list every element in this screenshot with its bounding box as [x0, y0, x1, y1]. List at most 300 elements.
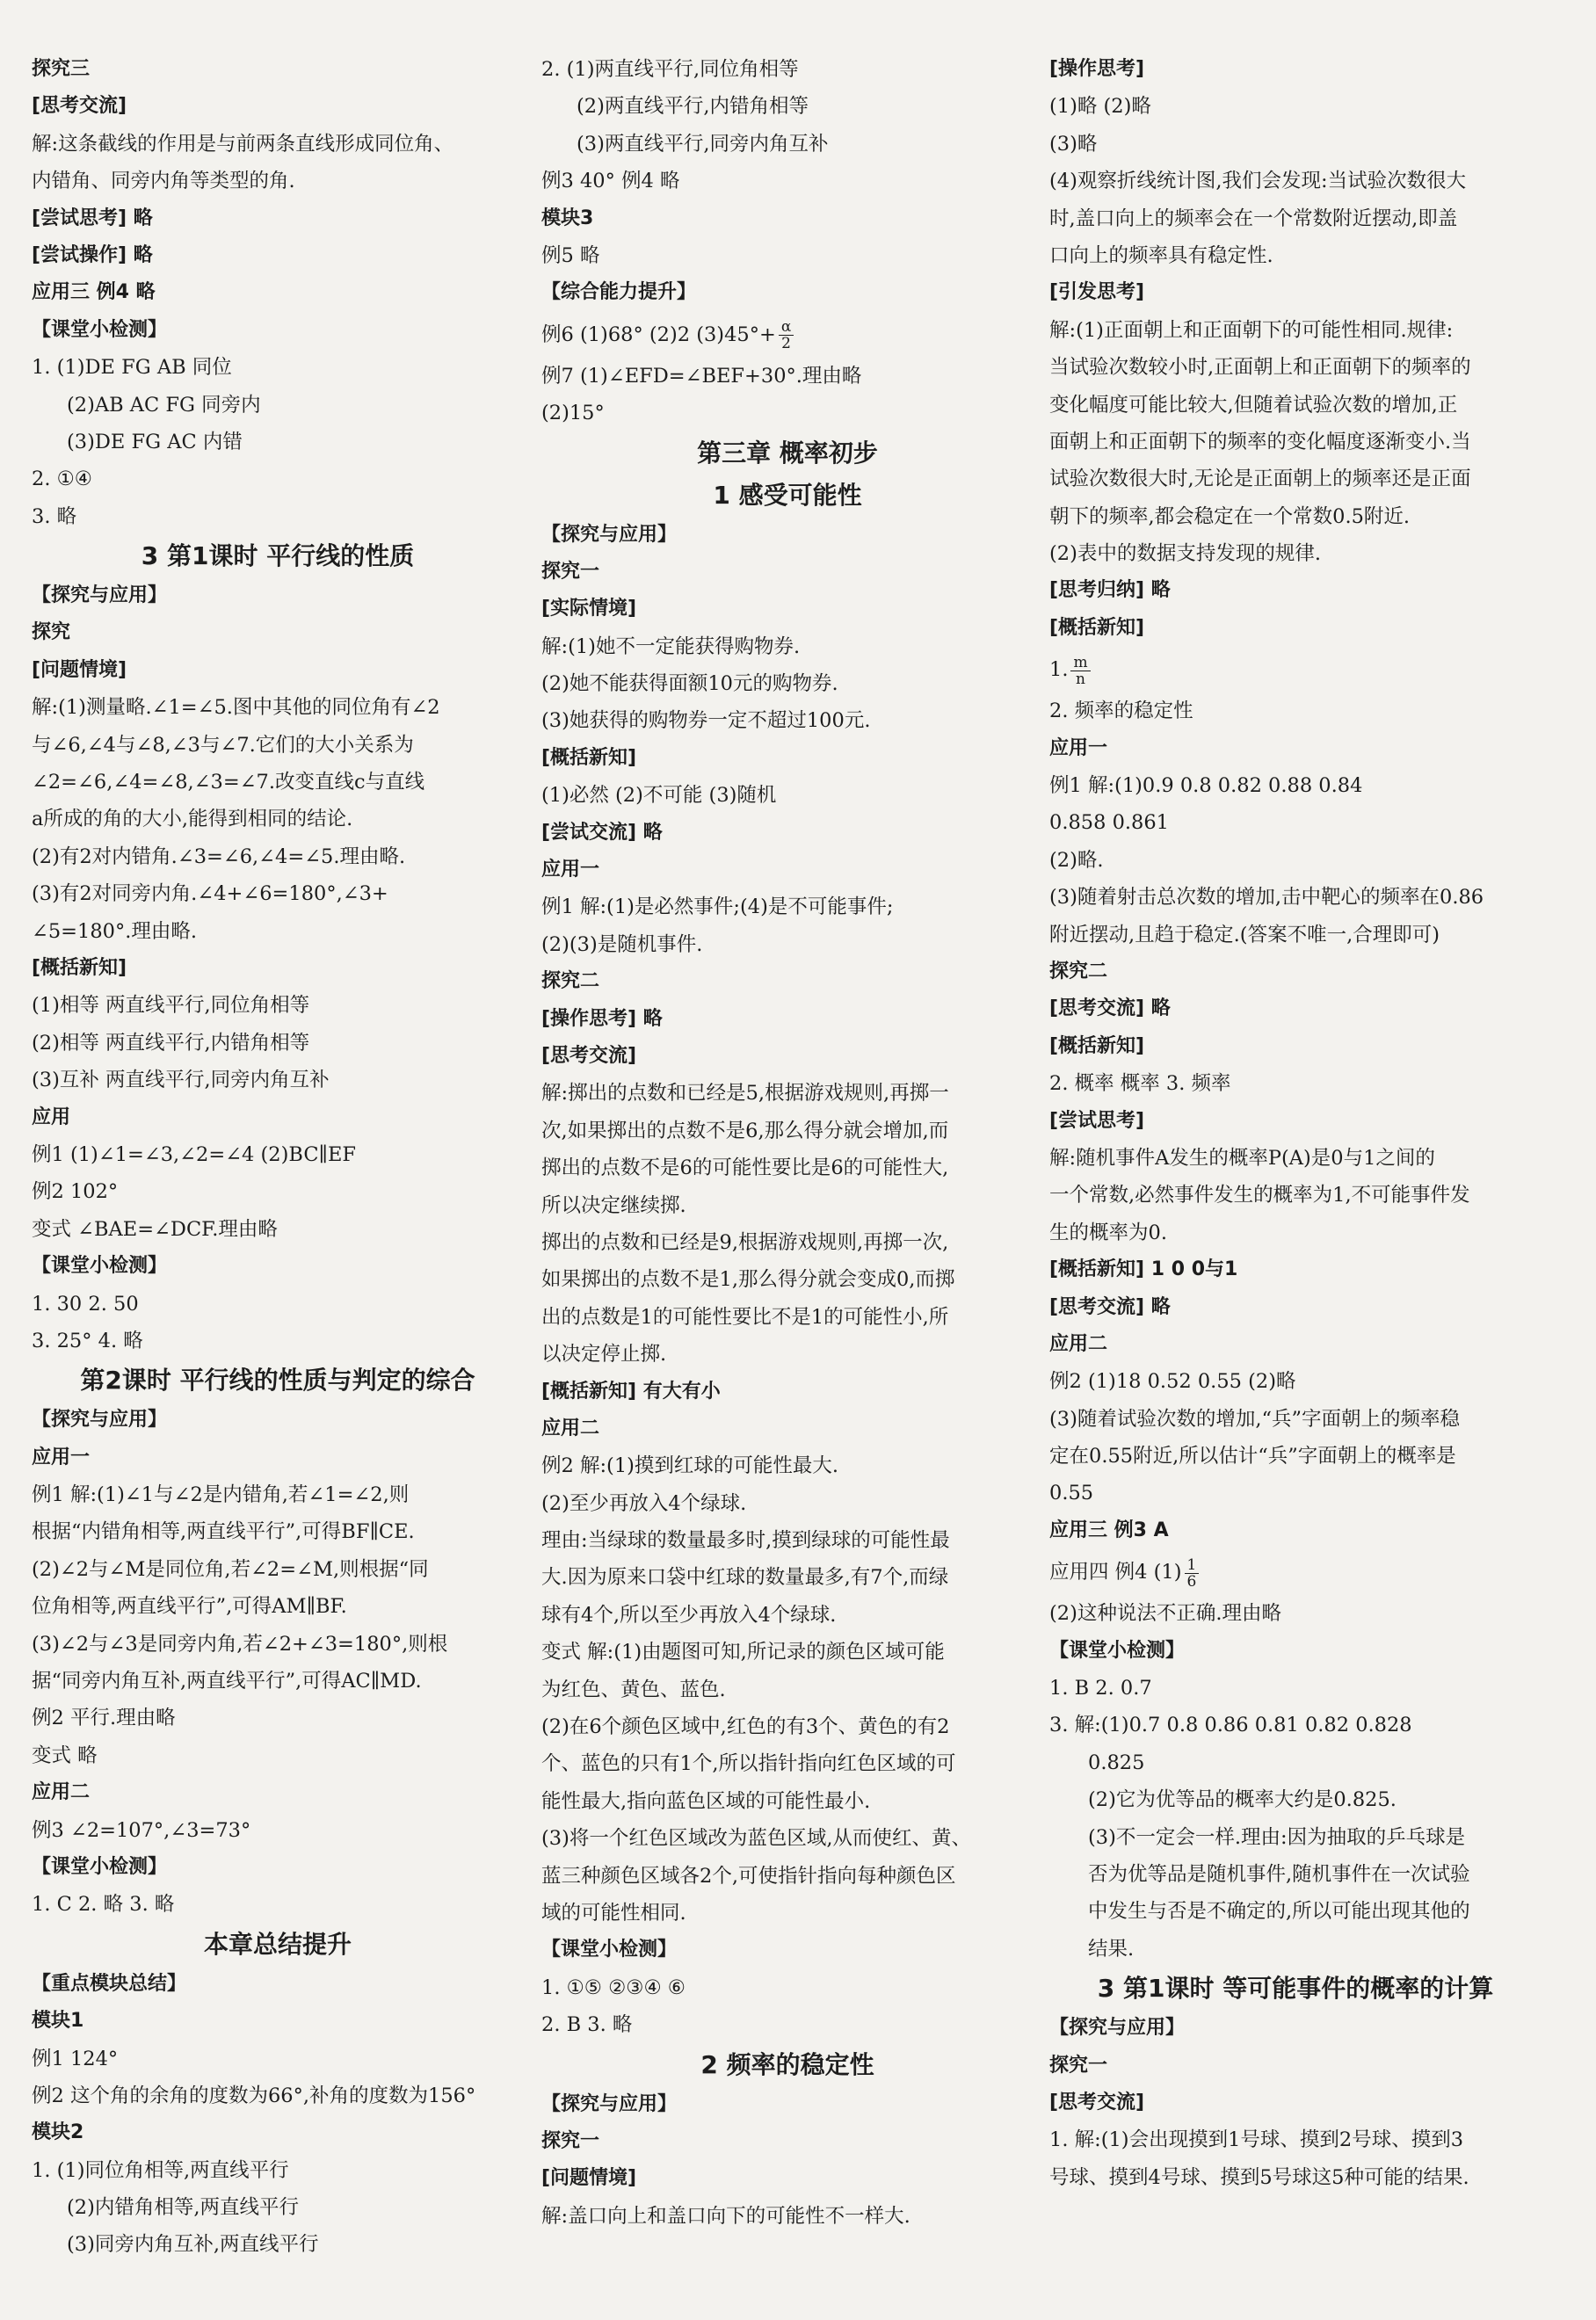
label-line — [1049, 2048, 1542, 2084]
line-text: [概括新知] — [32, 956, 127, 979]
label-line — [32, 1439, 524, 1476]
text-line — [541, 126, 1034, 163]
line-text: (3)将一个红色区域改为蓝色区域,从而使红、黄、 — [541, 1827, 972, 1851]
line-text: (1)相等 两直线平行,同位角相等 — [32, 994, 310, 1018]
text-line — [541, 2198, 1034, 2235]
section-heading — [541, 2044, 1034, 2086]
line-text: 【探究与应用】 — [32, 584, 168, 607]
line-text: 2. 频率的稳定性 — [1049, 700, 1193, 723]
line-text: [尝试思考] 略 — [32, 207, 153, 229]
text-line — [541, 1113, 1034, 1149]
text-line — [1049, 387, 1542, 424]
line-text: (3)有2对同旁内角.∠4+∠6=180°,∠3+ — [32, 882, 388, 906]
line-text: 【课堂小检测】 — [32, 1255, 168, 1278]
text-line — [541, 1224, 1034, 1261]
text-line — [1049, 163, 1542, 199]
text-line — [1049, 1549, 1542, 1595]
text-line — [541, 1671, 1034, 1708]
text-line — [541, 1559, 1034, 1596]
text-line — [32, 1286, 524, 1323]
line-text: (2)15° — [541, 402, 605, 425]
line-text: 应用二 — [32, 1781, 91, 1804]
text-line — [32, 1700, 524, 1736]
text-line — [541, 777, 1034, 814]
column-left — [32, 51, 524, 2264]
line-text: 应用 — [32, 1106, 71, 1128]
line-text: 个、蓝色的只有1个,所以指针指向红色区域的可 — [541, 1752, 956, 1776]
line-text: 解:(1)测量略.∠1=∠5.图中其他的同位角有∠2 — [32, 696, 440, 720]
line-text: 例2 这个角的余角的度数为66°,补角的度数为156° — [32, 2084, 476, 2107]
line-text: ∠5=180°.理由略. — [32, 919, 198, 943]
line-text: 例2 (1)18 0.52 0.55 (2)略 — [1049, 1370, 1296, 1394]
line-text: 探究一 — [541, 2129, 600, 2152]
text-line — [541, 665, 1034, 702]
line-text: 应用二 — [541, 1417, 600, 1439]
text-line — [1049, 460, 1542, 497]
line-text: ∠2=∠6,∠4=∠8,∠3=∠7.改变直线c与直线 — [32, 771, 425, 794]
text-line — [541, 1485, 1034, 1522]
label-line — [541, 1410, 1034, 1447]
line-text: 球有4个,所以至少再放入4个绿球. — [541, 1603, 837, 1627]
line-text: [尝试思考] — [1049, 1109, 1145, 1132]
text-line — [32, 460, 524, 497]
line-text: 附近摆动,且趋于稳定.(答案不唯一,合理即可) — [1049, 923, 1440, 946]
text-line — [32, 1476, 524, 1513]
line-text: 次,如果掷出的点数不是6,那么得分就会增加,而 — [541, 1119, 949, 1142]
line-text: 【探究与应用】 — [32, 1409, 168, 1432]
label-line — [32, 1248, 524, 1285]
text-line — [32, 1551, 524, 1588]
label-line — [32, 2003, 524, 2040]
line-text: (3)不一定会一样.理由:因为抽取的乒乓球是 — [1088, 1825, 1466, 1849]
line-text: [操作思考] 略 — [541, 1007, 663, 1030]
line-text: (2)(3)是随机事件. — [541, 932, 703, 956]
line-text: [思考交流] — [32, 95, 127, 118]
line-text: 解:(1)正面朝上和正面朝下的可能性相同.规律: — [1049, 318, 1454, 342]
line-text: 为红色、黄色、蓝色. — [541, 1678, 726, 1701]
line-text: 应用二 — [1049, 1332, 1108, 1355]
line-text: (3)两直线平行,同旁内角互补 — [577, 132, 829, 156]
text-line — [32, 764, 524, 801]
label-line — [541, 591, 1034, 627]
label-line — [541, 963, 1034, 1000]
section-heading — [32, 535, 524, 577]
line-text: 根据“内错角相等,两直线平行”,可得BF∥CE. — [32, 1520, 415, 1544]
line-text: (2)AB AC FG 同旁内 — [67, 393, 261, 417]
line-text: 所以决定继续掷. — [541, 1193, 686, 1217]
label-line — [1049, 2010, 1542, 2047]
line-text: (2)至少再放入4个绿球. — [541, 1491, 747, 1515]
label-line — [541, 517, 1034, 554]
text-line — [1049, 767, 1542, 804]
line-text: (3)互补 两直线平行,同旁内角互补 — [32, 1069, 330, 1092]
text-line — [541, 51, 1034, 88]
text-line — [541, 237, 1034, 274]
line-text: [概括新知] 有大有小 — [541, 1380, 721, 1403]
text-line — [32, 1663, 524, 1700]
line-text: 例1 解:(1)∠1与∠2是内错角,若∠1=∠2,则 — [32, 1483, 410, 1507]
line-text: 定在0.55附近,所以估计“兵”字面朝上的概率是 — [1049, 1445, 1456, 1468]
label-line — [32, 88, 524, 125]
line-text: 探究二 — [541, 970, 600, 993]
text-line — [32, 2189, 524, 2226]
text-line — [541, 1708, 1034, 1745]
line-text: 1. (1)DE FG AB 同位 — [32, 356, 232, 380]
column-right — [1049, 51, 1542, 2196]
line-text: 应用一 — [541, 859, 600, 881]
line-text: 朝下的频率,都会稳定在一个常数0.5附近. — [1049, 504, 1411, 528]
line-text: 例3 ∠2=107°,∠3=73° — [32, 1818, 251, 1842]
line-text: (2)这种说法不正确.理由略 — [1049, 1602, 1282, 1626]
line-text: [实际情境] — [541, 598, 637, 620]
text-line — [32, 1211, 524, 1248]
text-line — [32, 126, 524, 163]
text-line — [541, 1745, 1034, 1782]
text-line — [32, 1025, 524, 1062]
line-text: 2. (1)两直线平行,同位角相等 — [541, 58, 799, 81]
line-text: [概括新知] — [1049, 616, 1145, 639]
line-text: 【课堂小检测】 — [541, 1939, 678, 1961]
text-line — [1049, 1781, 1542, 1818]
text-line — [1049, 1177, 1542, 1214]
text-line — [32, 1062, 524, 1098]
line-text: 大.因为原来口袋中红球的数量最多,有7个,而绿 — [541, 1566, 949, 1590]
line-text: [尝试操作] 略 — [32, 243, 153, 266]
label-line — [32, 1966, 524, 2003]
section-heading — [541, 432, 1034, 475]
text-line — [1049, 1140, 1542, 1177]
line-text: 号球、摸到4号球、摸到5号球这5种可能的结果. — [1049, 2165, 1469, 2189]
text-line — [32, 1588, 524, 1625]
line-text: 例2 平行.理由略 — [32, 1707, 176, 1730]
text-line — [32, 2041, 524, 2077]
line-text: 3. 略 — [32, 504, 77, 528]
line-text: 以决定停止掷. — [541, 1343, 667, 1367]
label-line — [32, 1849, 524, 1886]
text-line — [32, 875, 524, 912]
text-line — [1049, 804, 1542, 841]
fraction — [779, 319, 794, 352]
line-text: 口向上的频率具有稳定性. — [1049, 243, 1273, 267]
line-text: (3)随着射击总次数的增加,击中靶心的频率在0.86 — [1049, 886, 1484, 910]
line-text: 模块1 — [32, 2010, 84, 2033]
text-line — [1049, 126, 1542, 163]
line-text: [问题情境] — [541, 2167, 637, 2190]
text-line — [541, 1075, 1034, 1112]
text-line — [541, 1149, 1034, 1186]
label-line — [1049, 1326, 1542, 1363]
text-line — [1049, 498, 1542, 535]
line-text: 应用一 — [1049, 736, 1108, 759]
line-text: [引发思考] — [1049, 281, 1145, 304]
line-text: 例5 略 — [541, 243, 600, 267]
label-line — [541, 1038, 1034, 1075]
text-line — [1049, 1931, 1542, 1968]
text-line — [1049, 312, 1542, 349]
line-text: 【探究与应用】 — [541, 523, 678, 546]
line-text: 面朝上和正面朝下的频率的变化幅度逐渐变小.当 — [1049, 430, 1471, 453]
line-text: 1. — [1049, 658, 1069, 682]
line-text: (4)观察折线统计图,我们会发现:当试验次数很大 — [1049, 170, 1467, 193]
label-line — [541, 274, 1034, 311]
line-text: 解:(1)她不一定能获得购物券. — [541, 634, 801, 658]
line-text: 出的点数是1的可能性要比不是1的可能性小,所 — [541, 1305, 949, 1329]
line-text: 变式 ∠BAE=∠DCF.理由略 — [32, 1217, 278, 1241]
text-line — [541, 1336, 1034, 1373]
label-line — [32, 652, 524, 689]
text-line — [1049, 1744, 1542, 1781]
line-text: 一个常数,必然事件发生的概率为1,不可能事件发 — [1049, 1184, 1470, 1207]
line-text: [概括新知] — [1049, 1034, 1145, 1057]
text-line — [541, 1522, 1034, 1559]
label-line — [32, 1099, 524, 1136]
line-text: 结果. — [1088, 1937, 1135, 1961]
text-line — [1049, 535, 1542, 572]
text-line — [541, 163, 1034, 199]
text-line — [541, 1858, 1034, 1895]
line-text: (2)两直线平行,内错角相等 — [577, 95, 809, 119]
line-text: 2 频率的稳定性 — [700, 2049, 874, 2079]
line-text: 变式 略 — [32, 1744, 98, 1767]
line-text: (2)略. — [1049, 848, 1104, 872]
text-line — [32, 498, 524, 535]
line-text: 探究 — [32, 621, 71, 644]
text-line — [1049, 349, 1542, 386]
line-text: 模块3 — [541, 207, 594, 229]
text-line — [32, 1323, 524, 1359]
line-text: 3. 25° 4. 略 — [32, 1329, 143, 1352]
label-line — [1049, 1289, 1542, 1326]
label-line — [32, 577, 524, 614]
text-line — [541, 1969, 1034, 2006]
label-line — [32, 51, 524, 88]
text-line — [32, 1173, 524, 1210]
label-line — [32, 614, 524, 651]
line-text: 与∠6,∠4与∠8,∠3与∠7.它们的大小关系为 — [32, 733, 414, 757]
text-line — [1049, 917, 1542, 953]
text-line — [1049, 1438, 1542, 1475]
line-text: 本章总结提升 — [203, 1929, 352, 1959]
text-line — [541, 628, 1034, 665]
line-text: 如果掷出的点数不是1,那么得分就会变成0,而掷 — [541, 1268, 955, 1292]
label-line — [541, 815, 1034, 852]
line-text: 应用一 — [32, 1446, 91, 1468]
text-line — [1049, 842, 1542, 879]
text-line — [32, 1136, 524, 1173]
line-text: 【探究与应用】 — [541, 2092, 678, 2115]
section-heading — [32, 1359, 524, 1402]
line-text: (2)有2对内错角.∠3=∠6,∠4=∠5.理由略. — [32, 845, 406, 868]
line-text: 否为优等品是随机事件,随机事件在一次试验 — [1088, 1862, 1470, 1886]
section-heading — [541, 475, 1034, 517]
text-line — [32, 1812, 524, 1849]
column-middle — [541, 51, 1034, 2235]
label-line — [32, 200, 524, 237]
text-line — [541, 702, 1034, 739]
line-text: 1. (1)同位角相等,两直线平行 — [32, 2158, 289, 2182]
text-line — [541, 1261, 1034, 1298]
line-text: 【课堂小检测】 — [32, 1855, 168, 1878]
line-text: 例1 解:(1)0.9 0.8 0.82 0.88 0.84 — [1049, 774, 1363, 798]
text-line — [1049, 2159, 1542, 2196]
line-text: 0.825 — [1088, 1751, 1145, 1774]
line-text: 例2 102° — [32, 1180, 119, 1204]
line-text: (3)她获得的购物券一定不超过100元. — [541, 709, 871, 733]
label-line — [1049, 1633, 1542, 1670]
line-text: 例7 (1)∠EFD=∠BEF+30°.理由略 — [541, 364, 862, 388]
text-line — [541, 2006, 1034, 2043]
text-line — [1049, 1819, 1542, 1856]
line-text: [思考交流] 略 — [1049, 997, 1171, 1020]
line-text: [思考归纳] 略 — [1049, 579, 1171, 602]
text-line — [541, 1634, 1034, 1671]
text-line — [1049, 1363, 1542, 1400]
label-line — [541, 2086, 1034, 2123]
line-text: (3)随着试验次数的增加,“兵”字面朝上的频率稳 — [1049, 1407, 1461, 1431]
label-line — [1049, 610, 1542, 647]
label-line — [1049, 51, 1542, 88]
line-text: (1)略 (2)略 — [1049, 95, 1151, 119]
line-text: 2. 概率 概率 3. 频率 — [1049, 1072, 1231, 1096]
line-text: 应用三 例4 略 — [32, 281, 156, 304]
line-text: 【探究与应用】 — [1049, 2017, 1186, 2040]
text-line — [32, 2152, 524, 2189]
text-line — [541, 1895, 1034, 1932]
line-text: 中发生与否是不确定的,所以可能出现其他的 — [1088, 1900, 1470, 1924]
line-text: 例1 124° — [32, 2047, 119, 2070]
text-line — [1049, 647, 1542, 692]
label-line — [541, 1001, 1034, 1038]
text-line — [541, 395, 1034, 431]
line-text: 0.858 0.861 — [1049, 811, 1169, 835]
label-line — [541, 852, 1034, 888]
text-line — [1049, 1670, 1542, 1707]
text-line — [1049, 879, 1542, 916]
line-text: 2. ①④ — [32, 468, 92, 491]
label-line — [32, 312, 524, 349]
line-text: (2)内错角相等,两直线平行 — [67, 2196, 300, 2220]
line-text: 【课堂小检测】 — [1049, 1639, 1186, 1662]
label-line — [541, 740, 1034, 777]
line-text: 蓝三种颜色区域各2个,可使指针指向每种颜色区 — [541, 1864, 956, 1888]
text-line — [32, 987, 524, 1024]
label-line — [32, 274, 524, 311]
label-line — [541, 2123, 1034, 2160]
fraction — [1070, 655, 1090, 687]
text-line — [541, 1597, 1034, 1634]
text-line — [32, 387, 524, 424]
line-text: 例1 解:(1)是必然事件;(4)是不可能事件; — [541, 895, 894, 919]
label-line — [1049, 274, 1542, 311]
label-line — [1049, 730, 1542, 767]
line-text: 域的可能性相同. — [541, 1901, 686, 1925]
text-line — [541, 88, 1034, 125]
line-text: 解:盖口向上和盖口向下的可能性不一样大. — [541, 2204, 910, 2228]
label-line — [541, 2160, 1034, 2197]
text-line — [541, 1447, 1034, 1484]
line-text: 例6 (1)68° (2)2 (3)45°+ — [541, 323, 776, 346]
text-line — [32, 1737, 524, 1774]
text-line — [541, 926, 1034, 963]
text-line — [1049, 1401, 1542, 1438]
label-line — [1049, 1512, 1542, 1549]
line-text: 例1 (1)∠1=∠3,∠2=∠4 (2)BC∥EF — [32, 1142, 356, 1166]
fraction-numerator: m — [1070, 655, 1090, 671]
line-text: 能性最大,指向蓝色区域的可能性最小. — [541, 1789, 871, 1813]
line-text: (2)它为优等品的概率大约是0.825. — [1088, 1788, 1396, 1812]
label-line — [32, 237, 524, 274]
text-line — [1049, 1595, 1542, 1632]
text-line — [1049, 1214, 1542, 1251]
text-line — [32, 838, 524, 875]
line-text: (2)在6个颜色区域中,红色的有3个、黄色的有2 — [541, 1715, 950, 1739]
line-text: 探究一 — [1049, 2054, 1108, 2077]
line-text: 1 感受可能性 — [713, 480, 862, 510]
text-line — [32, 689, 524, 726]
text-line — [541, 1187, 1034, 1224]
line-text: 生的概率为0. — [1049, 1221, 1167, 1244]
line-text: 掷出的点数和已经是9,根据游戏规则,再掷一次, — [541, 1230, 949, 1254]
text-line — [32, 727, 524, 764]
line-text: [操作思考] — [1049, 58, 1145, 80]
text-line — [32, 424, 524, 460]
text-line — [1049, 424, 1542, 460]
line-text: (1)必然 (2)不可能 (3)随机 — [541, 784, 777, 808]
section-heading — [1049, 1968, 1542, 2010]
line-text: 据“同旁内角互补,两直线平行”,可得AC∥MD. — [32, 1670, 422, 1693]
line-text: 解:掷出的点数和已经是5,根据游戏规则,再掷一 — [541, 1082, 949, 1106]
label-line — [541, 1374, 1034, 1410]
label-line — [32, 1402, 524, 1439]
line-text: 探究二 — [1049, 960, 1108, 982]
line-text: 例3 40° 例4 略 — [541, 170, 680, 193]
line-text: [概括新知] 1 0 0与1 — [1049, 1258, 1238, 1281]
section-heading — [32, 1924, 524, 1966]
line-text: 1. C 2. 略 3. 略 — [32, 1893, 175, 1917]
text-line — [32, 2077, 524, 2114]
text-line — [32, 913, 524, 950]
line-text: [思考交流] — [541, 1044, 637, 1067]
text-line — [1049, 692, 1542, 729]
line-text: 【重点模块总结】 — [32, 1972, 187, 1995]
line-text: [尝试交流] 略 — [541, 821, 663, 844]
line-text: 试验次数很大时,无论是正面朝上的频率还是正面 — [1049, 468, 1471, 491]
line-text: 位角相等,两直线平行”,可得AM∥BF. — [32, 1595, 347, 1619]
line-text: [概括新知] — [541, 746, 637, 769]
label-line — [541, 554, 1034, 591]
label-line — [32, 2114, 524, 2151]
label-line — [541, 1932, 1034, 1968]
line-text: (3)∠2与∠3是同旁内角,若∠2+∠3=180°,则根 — [32, 1632, 448, 1656]
text-line — [32, 1886, 524, 1923]
line-text: 3. 解:(1)0.7 0.8 0.86 0.81 0.82 0.828 — [1049, 1714, 1412, 1737]
text-line — [32, 801, 524, 837]
line-text: 例2 解:(1)摸到红球的可能性最大. — [541, 1454, 839, 1478]
line-text: 【综合能力提升】 — [541, 281, 697, 304]
text-line — [541, 358, 1034, 395]
text-line — [1049, 1856, 1542, 1893]
line-text: (2)她不能获得面额10元的购物券. — [541, 672, 838, 696]
line-text: 1. B 2. 0.7 — [1049, 1677, 1152, 1700]
line-text: a所成的角的大小,能得到相同的结论. — [32, 808, 353, 831]
line-text: 解:这条截线的作用是与前两条直线形成同位角、 — [32, 132, 454, 156]
line-text: [思考交流] 略 — [1049, 1295, 1171, 1318]
line-text: 3 第1课时 等可能事件的概率的计算 — [1097, 1974, 1494, 2004]
line-text: 【课堂小检测】 — [32, 318, 168, 341]
line-text: 第三章 概率初步 — [697, 438, 878, 468]
fraction-denominator: n — [1076, 670, 1085, 688]
text-line — [32, 1626, 524, 1663]
